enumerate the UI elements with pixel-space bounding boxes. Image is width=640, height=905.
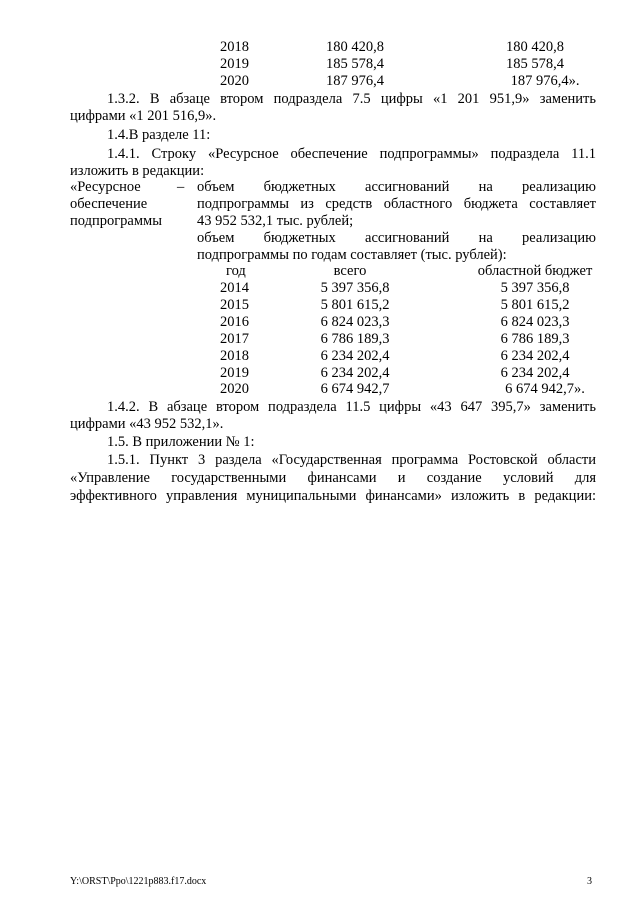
year-cell: 2015 — [220, 297, 249, 313]
regional-cell: 180 420,8 — [506, 39, 564, 55]
regional-cell: 6 234 202,4 — [500, 348, 570, 364]
year-cell: 2018 — [220, 348, 249, 364]
total-cell: 187 976,4 — [326, 73, 384, 89]
total-cell: 6 674 942,7 — [320, 381, 390, 397]
table-row — [0, 296, 640, 314]
header-regional: областной бюджет — [477, 263, 593, 279]
header-year: год — [226, 263, 246, 279]
year-cell: 2014 — [220, 280, 249, 296]
regional-cell: 5 801 615,2 — [500, 297, 570, 313]
total-cell: 6 824 023,3 — [320, 314, 390, 330]
resource-text-line5: подпрограммы по годам составляет (тыс. рублей): — [197, 247, 507, 263]
page-number: 3 — [587, 876, 592, 887]
table-row — [0, 313, 640, 331]
total-cell: 185 578,4 — [326, 56, 384, 72]
paragraph-1-3-2-line1: 1.3.2. В абзаце втором подраздела 7.5 цифры «1 201 951,9» заменить — [107, 91, 596, 107]
total-cell: 180 420,8 — [326, 39, 384, 55]
table-row — [0, 279, 640, 297]
year-cell: 2020 — [220, 381, 249, 397]
regional-cell: 6 674 942,7». — [505, 381, 585, 397]
table-row — [0, 38, 640, 56]
paragraph-1-4: 1.4.В разделе 11: — [107, 127, 211, 143]
regional-cell: 187 976,4». — [510, 73, 580, 89]
paragraph-1-5-1-line3: эффективного управления муниципальными финансами» изложить в редакции: — [70, 488, 596, 504]
paragraph-1-5: 1.5. В приложении № 1: — [107, 434, 255, 450]
table-row — [0, 347, 640, 365]
total-cell: 5 397 356,8 — [320, 280, 390, 296]
table-row — [0, 72, 640, 90]
header-total: всего — [333, 263, 367, 279]
footer-file-path: Y:\ORST\Ppo\1221p883.f17.docx — [70, 876, 207, 887]
resource-text-line1: объем бюджетных ассигнований на реализацию — [197, 179, 596, 195]
year-cell: 2018 — [220, 39, 249, 55]
table-row — [0, 330, 640, 348]
paragraph-1-5-1-line1: 1.5.1. Пункт 3 раздела «Государственная программа Ростовской области — [107, 452, 596, 468]
resource-label-line2: обеспечение — [70, 196, 148, 212]
resource-label-line1: «Ресурсное — [70, 179, 141, 195]
table-row — [0, 380, 640, 398]
resource-text-line2: подпрограммы из средств областного бюджета составляет — [197, 196, 596, 212]
paragraph-1-4-1-line1: 1.4.1. Строку «Ресурсное обеспечение подпрограммы» подраздела 11.1 — [107, 146, 596, 162]
regional-cell: 6 786 189,3 — [500, 331, 570, 347]
table-header-row — [0, 262, 640, 280]
regional-cell: 6 824 023,3 — [500, 314, 570, 330]
year-cell: 2019 — [220, 365, 249, 381]
paragraph-1-4-2-line2: цифрами «43 952 532,1». — [70, 416, 224, 432]
table-row — [0, 55, 640, 73]
total-cell: 6 786 189,3 — [320, 331, 390, 347]
total-cell: 6 234 202,4 — [320, 365, 390, 381]
year-cell: 2017 — [220, 331, 249, 347]
regional-cell: 6 234 202,4 — [500, 365, 570, 381]
year-cell: 2019 — [220, 56, 249, 72]
year-cell: 2016 — [220, 314, 249, 330]
paragraph-1-4-1-line2: изложить в редакции: — [70, 163, 205, 179]
paragraph-1-3-2-line2: цифрами «1 201 516,9». — [70, 108, 217, 124]
year-cell: 2020 — [220, 73, 249, 89]
regional-cell: 185 578,4 — [506, 56, 564, 72]
resource-label-line3: подпрограммы — [70, 213, 162, 229]
resource-text-line4: объем бюджетных ассигнований на реализацию — [197, 230, 596, 246]
paragraph-1-4-2-line1: 1.4.2. В абзаце втором подраздела 11.5 цифры «43 647 395,7» заменить — [107, 399, 596, 415]
resource-text-line3: 43 952 532,1 тыс. рублей; — [197, 213, 354, 229]
paragraph-1-5-1-line2: «Управление государственными финансами и создание условий для — [70, 470, 596, 486]
total-cell: 5 801 615,2 — [320, 297, 390, 313]
total-cell: 6 234 202,4 — [320, 348, 390, 364]
resource-dash: – — [177, 179, 185, 195]
regional-cell: 5 397 356,8 — [500, 280, 570, 296]
